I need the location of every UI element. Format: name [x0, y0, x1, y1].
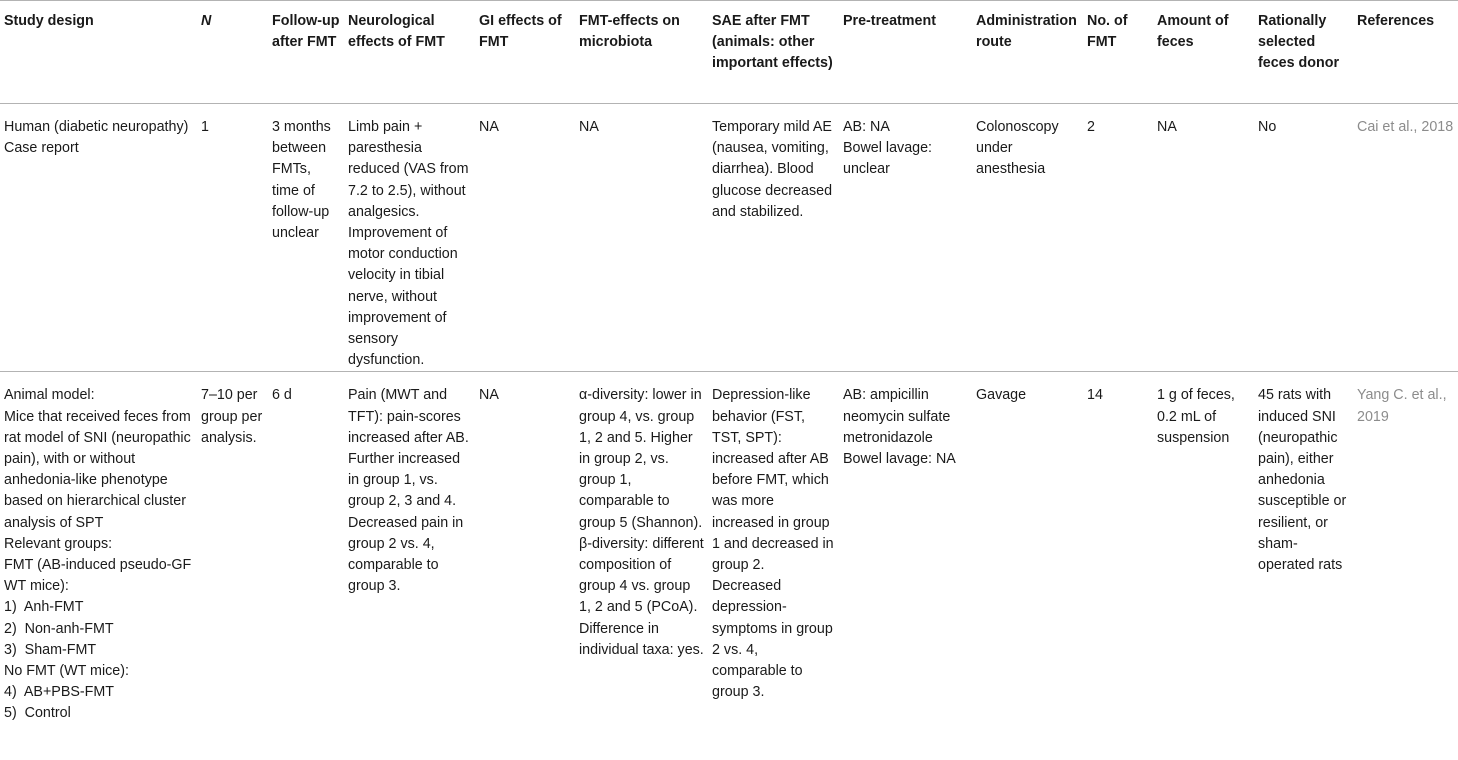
- cell-sae: Temporary mild AE (nausea, vomiting, diarrhea). Blood glucose decreased and stabilized.: [712, 119, 833, 220]
- header-sae: SAE after FMT (animals: other important effects): [712, 13, 833, 72]
- header-administration-route: Administration route: [976, 13, 1077, 51]
- header-study-design: Study design: [4, 13, 94, 29]
- cell-neurological-effects: Pain (MWT and TFT): pain-scores increased after AB. Further increased in group 1, vs. group 2, 3 and 4. Decreased pain in group 2 vs. 4, comparable to group 3.: [348, 387, 469, 595]
- study-design-line: Relevant groups:: [4, 535, 113, 552]
- header-feces-donor: Rationally selected feces donor: [1258, 13, 1340, 72]
- header-number-of-fmt: No. of FMT: [1087, 13, 1128, 51]
- table-body: [0, 104, 1458, 725]
- cell-microbiota-effects: α-diversity: lower in group 4, vs. group 1, 2 and 5. Higher in group 2, vs. group 1, comparable to group 5 (Shannon). β-diversity: different composition of group 4 vs. group 1, 2 and 5 (PCoA). Difference in individual taxa: yes.: [579, 387, 704, 658]
- cell-n: 7–10 per group per analysis.: [201, 387, 263, 446]
- cell-number-of-fmt: 2: [1087, 119, 1095, 135]
- pretreatment-ab: AB: ampicillin neomycin sulfate metronidazole: [843, 387, 955, 446]
- header-neurological-effects: Neurological effects of FMT: [348, 13, 445, 51]
- cell-administration-route: Colonoscopy under anesthesia: [976, 119, 1059, 178]
- pretreatment-bowel-lavage: Bowel lavage: NA: [843, 451, 956, 468]
- cell-amount-of-feces: NA: [1157, 119, 1177, 135]
- cell-administration-route: Gavage: [976, 387, 1027, 404]
- cell-feces-donor: 45 rats with induced SNI (neuropathic pain), either anhedonia susceptible or resilient, or sham-operated rats: [1258, 387, 1347, 574]
- cell-reference-link[interactable]: Cai et al., 2018: [1357, 119, 1454, 135]
- table-row-animal-model: [0, 372, 1458, 725]
- study-design-line: 4) AB+PBS-FMT: [4, 684, 115, 701]
- cell-study-design: Human (diabetic neuropathy) Case report: [4, 119, 189, 157]
- header-follow-up: Follow-up after FMT: [272, 13, 340, 51]
- cell-study-design: [0, 372, 197, 725]
- header-references: References: [1357, 13, 1435, 29]
- cell-sae: Depression-like behavior (FST, TST, SPT): increased after AB before FMT, which was more increased in group 1 and decreased in group 2. Decreased depression-symptoms in group 2 vs. 4, comparable to group 3.: [712, 387, 834, 701]
- cell-n: 1: [201, 119, 209, 135]
- cell-feces-donor: No: [1258, 119, 1277, 135]
- table-header: [0, 1, 1458, 104]
- header-microbiota-effects: FMT-effects on microbiota: [579, 13, 680, 51]
- cell-microbiota-effects: NA: [579, 119, 599, 135]
- pretreatment-bowel-lavage: Bowel lavage: unclear: [843, 140, 936, 178]
- cell-follow-up: 3 months between FMTs, time of follow-up unclear: [272, 119, 331, 242]
- study-design-line: 1) Anh-FMT: [4, 599, 84, 616]
- cell-reference-link[interactable]: Yang C. et al., 2019: [1357, 387, 1447, 425]
- study-design-line: No FMT (WT mice):: [4, 663, 129, 680]
- study-design-line: 3) Sham-FMT: [4, 641, 97, 658]
- cell-pretreatment: [839, 372, 972, 725]
- header-gi-effects: GI effects of FMT: [479, 13, 562, 51]
- cell-pretreatment: [839, 104, 972, 372]
- cell-amount-of-feces: 1 g of feces, 0.2 mL of suspension: [1157, 387, 1235, 446]
- cell-follow-up: 6 d: [272, 387, 292, 404]
- header-n: N: [201, 13, 212, 29]
- pretreatment-ab: AB: NA: [843, 119, 890, 135]
- cell-number-of-fmt: 14: [1087, 387, 1103, 404]
- study-design-line: 5) Control: [4, 705, 71, 722]
- study-design-line: Mice that received feces from rat model of SNI (neuropathic pain), with or without anhedonia-like phenotype based on hierarchical cluster analysis of SPT: [4, 408, 195, 531]
- table-row-human-case: [0, 104, 1458, 372]
- header-pretreatment: Pre-treatment: [843, 13, 936, 29]
- header-amount-of-feces: Amount of feces: [1157, 13, 1229, 51]
- cell-gi-effects: NA: [479, 119, 499, 135]
- cell-neurological-effects: Limb pain + paresthesia reduced (VAS from 7.2 to 2.5), without analgesics. Improvement of motor conduction velocity in tibial nerve, without improvement of sensory dysfunction.: [348, 119, 469, 369]
- study-design-line: Animal model:: [4, 387, 95, 404]
- cell-gi-effects: NA: [479, 387, 499, 404]
- study-design-line: FMT (AB-induced pseudo-GF WT mice):: [4, 557, 196, 595]
- study-design-line: 2) Non-anh-FMT: [4, 620, 114, 637]
- header-row: [0, 1, 1458, 104]
